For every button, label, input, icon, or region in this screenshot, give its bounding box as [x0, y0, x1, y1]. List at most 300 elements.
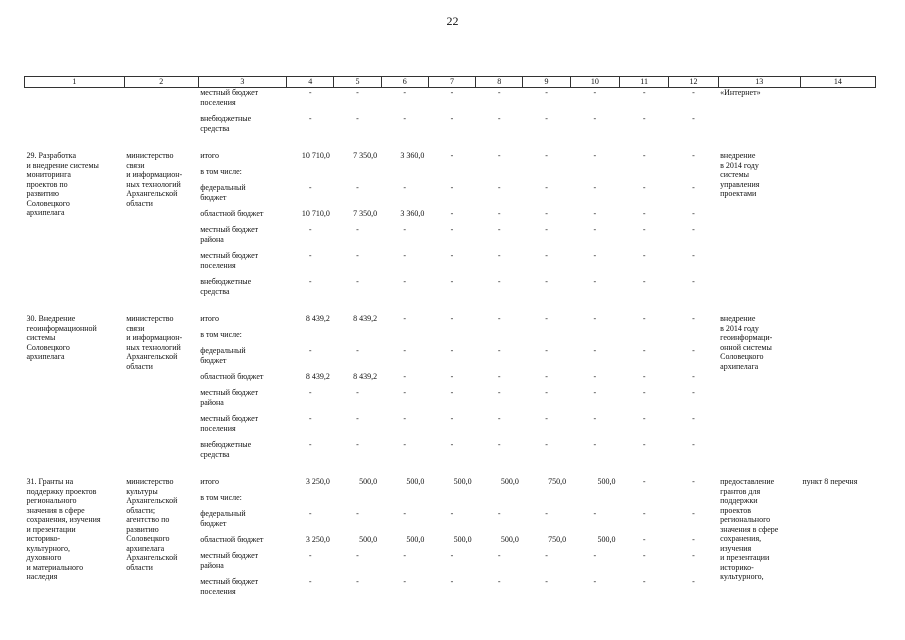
- dash-cell: -: [497, 440, 501, 449]
- empty-cell: [428, 140, 475, 151]
- dash-cell: -: [356, 225, 359, 234]
- column-header: 10: [570, 77, 619, 88]
- dash-cell: -: [497, 314, 501, 323]
- row-label: в том числе:: [200, 493, 242, 502]
- dash-cell: -: [593, 414, 597, 423]
- empty-cell: [287, 493, 334, 509]
- empty-cell: [428, 303, 475, 314]
- empty-cell: [669, 466, 718, 477]
- dash-cell: -: [642, 183, 646, 192]
- empty-cell: [523, 330, 570, 346]
- table-row: [25, 477, 876, 493]
- dash-cell: -: [497, 346, 501, 355]
- empty-cell: [800, 140, 875, 151]
- dash-cell: -: [692, 88, 695, 97]
- dash-cell: -: [642, 209, 646, 218]
- dash-cell: -: [403, 346, 407, 355]
- dash-cell: -: [545, 388, 548, 397]
- dash-cell: -: [692, 551, 695, 560]
- dash-cell: -: [403, 183, 407, 192]
- empty-cell: [570, 140, 619, 151]
- empty-cell: [570, 493, 619, 509]
- dash-cell: -: [642, 577, 646, 586]
- empty-cell: [334, 167, 381, 183]
- empty-cell: [476, 330, 523, 346]
- empty-cell: [381, 330, 428, 346]
- dash-cell: -: [642, 477, 646, 486]
- empty-cell: [25, 88, 125, 115]
- dash-cell: -: [593, 314, 597, 323]
- empty-cell: [619, 466, 668, 477]
- dash-cell: -: [308, 577, 312, 586]
- dash-cell: -: [308, 346, 312, 355]
- row-label: итого: [200, 314, 219, 323]
- empty-cell: [428, 493, 475, 509]
- dash-cell: -: [692, 114, 695, 123]
- empty-cell: [287, 167, 334, 183]
- table-row: [25, 114, 876, 140]
- row-label: областной бюджет: [200, 209, 264, 218]
- dash-cell: -: [450, 388, 454, 397]
- value-cell: 500,0: [359, 477, 378, 486]
- column-header: 12: [669, 77, 718, 88]
- dash-cell: -: [642, 535, 646, 544]
- empty-cell: [334, 493, 381, 509]
- empty-cell: [381, 303, 428, 314]
- column-header: 9: [523, 77, 570, 88]
- responsible-cell: министерство связи и информацион- ных технологий Архангельской области: [126, 314, 183, 371]
- value-cell: 8 439,2: [305, 314, 330, 323]
- dash-cell: -: [497, 114, 501, 123]
- value-cell: 500,0: [453, 535, 472, 544]
- empty-cell: [800, 303, 875, 314]
- responsible-cell: министерство связи и информацион- ных технологий Архангельской области: [126, 151, 183, 208]
- empty-cell: [198, 466, 286, 477]
- row-label: федеральный бюджет: [200, 346, 246, 365]
- dash-cell: -: [642, 346, 646, 355]
- spacer-row: [25, 303, 876, 314]
- dash-cell: -: [356, 183, 359, 192]
- dash-cell: -: [308, 114, 312, 123]
- dash-cell: -: [403, 88, 407, 97]
- dash-cell: -: [545, 225, 548, 234]
- dash-cell: -: [450, 414, 454, 423]
- dash-cell: -: [642, 225, 646, 234]
- value-cell: 7 350,0: [353, 151, 378, 160]
- dash-cell: -: [545, 209, 548, 218]
- dash-cell: -: [692, 151, 695, 160]
- empty-cell: [124, 466, 198, 477]
- dash-cell: -: [308, 509, 312, 518]
- dash-cell: -: [642, 114, 646, 123]
- empty-cell: [718, 303, 800, 314]
- value-cell: 750,0: [548, 477, 567, 486]
- table-row: [25, 151, 876, 167]
- dash-cell: -: [545, 414, 548, 423]
- spacer-row: [25, 466, 876, 477]
- dash-cell: -: [642, 414, 646, 423]
- dash-cell: -: [497, 372, 501, 381]
- row-label: местный бюджет поселения: [200, 414, 259, 433]
- dash-cell: -: [356, 551, 359, 560]
- dash-cell: -: [593, 251, 597, 260]
- dash-cell: -: [308, 277, 312, 286]
- column-header: 5: [334, 77, 381, 88]
- dash-cell: -: [642, 372, 646, 381]
- empty-cell: [124, 114, 198, 140]
- empty-cell: [124, 88, 198, 115]
- result-cell: [718, 114, 800, 140]
- dash-cell: -: [593, 388, 597, 397]
- dash-cell: -: [692, 414, 695, 423]
- dash-cell: -: [692, 251, 695, 260]
- empty-cell: [619, 140, 668, 151]
- value-cell: 8 439,2: [353, 372, 378, 381]
- row-label: местный бюджет района: [200, 225, 259, 244]
- value-cell: 500,0: [406, 535, 425, 544]
- empty-cell: [800, 466, 875, 477]
- dash-cell: -: [308, 225, 312, 234]
- empty-cell: [476, 466, 523, 477]
- dash-cell: -: [403, 440, 407, 449]
- header-row: [25, 77, 876, 88]
- column-header: 1: [25, 77, 125, 88]
- dash-cell: -: [642, 551, 646, 560]
- dash-cell: -: [450, 88, 454, 97]
- value-cell: 10 710,0: [301, 151, 330, 160]
- dash-cell: -: [356, 277, 359, 286]
- dash-cell: -: [403, 277, 407, 286]
- value-cell: 750,0: [548, 535, 567, 544]
- row-label: в том числе:: [200, 330, 242, 339]
- empty-cell: [523, 493, 570, 509]
- dash-cell: -: [497, 551, 501, 560]
- empty-cell: [523, 466, 570, 477]
- row-label: местный бюджет района: [200, 388, 259, 407]
- dash-cell: -: [356, 114, 359, 123]
- row-label: местный бюджет поселения: [200, 577, 259, 596]
- dash-cell: -: [593, 277, 597, 286]
- empty-cell: [428, 466, 475, 477]
- empty-cell: [198, 303, 286, 314]
- row-label: местный бюджет поселения: [200, 88, 259, 107]
- dash-cell: -: [593, 372, 597, 381]
- dash-cell: -: [450, 251, 454, 260]
- dash-cell: -: [497, 225, 501, 234]
- empty-cell: [669, 303, 718, 314]
- value-cell: 500,0: [500, 477, 519, 486]
- dash-cell: -: [692, 346, 695, 355]
- item-title: 31. Гранты на поддержку проектов регионального значения в сфере сохранения, изучения и презентации историко- культурного, духовного и материального наследия: [26, 477, 101, 581]
- dash-cell: -: [593, 88, 597, 97]
- row-label: федеральный бюджет: [200, 509, 246, 528]
- dash-cell: -: [497, 277, 501, 286]
- dash-cell: -: [497, 88, 501, 97]
- dash-cell: -: [450, 277, 454, 286]
- empty-cell: [619, 493, 668, 509]
- value-cell: 3 250,0: [305, 535, 330, 544]
- dash-cell: -: [642, 314, 646, 323]
- empty-cell: [523, 303, 570, 314]
- dash-cell: -: [497, 151, 501, 160]
- dash-cell: -: [308, 551, 312, 560]
- dash-cell: -: [356, 440, 359, 449]
- dash-cell: -: [450, 314, 454, 323]
- column-header: 13: [718, 77, 800, 88]
- value-cell: 3 250,0: [305, 477, 330, 486]
- dash-cell: -: [497, 251, 501, 260]
- dash-cell: -: [593, 346, 597, 355]
- responsible-cell: министерство культуры Архангельской области; агентство по развитию Соловецкого архипелага Архангельской области: [126, 477, 178, 572]
- empty-cell: [800, 88, 875, 115]
- dash-cell: -: [545, 88, 548, 97]
- dash-cell: -: [642, 251, 646, 260]
- empty-cell: [523, 167, 570, 183]
- empty-cell: [287, 466, 334, 477]
- dash-cell: -: [692, 209, 695, 218]
- dash-cell: -: [692, 314, 695, 323]
- dash-cell: -: [356, 577, 359, 586]
- empty-cell: [669, 167, 718, 183]
- dash-cell: -: [497, 577, 501, 586]
- empty-cell: [124, 303, 198, 314]
- dash-cell: -: [497, 183, 501, 192]
- result-cell: предоставление грантов для поддержки проектов регионального значения в сфере сохранения, изучения и презентации историко- культурного,: [720, 477, 779, 581]
- empty-cell: [334, 330, 381, 346]
- empty-cell: [25, 114, 125, 140]
- value-cell: 8 439,2: [353, 314, 378, 323]
- value-cell: 3 360,0: [400, 151, 425, 160]
- dash-cell: -: [593, 209, 597, 218]
- empty-cell: [381, 140, 428, 151]
- empty-cell: [476, 493, 523, 509]
- dash-cell: -: [642, 388, 646, 397]
- empty-cell: [334, 140, 381, 151]
- empty-cell: [25, 466, 125, 477]
- dash-cell: -: [356, 388, 359, 397]
- empty-cell: [25, 303, 125, 314]
- dash-cell: -: [308, 414, 312, 423]
- dash-cell: -: [593, 183, 597, 192]
- empty-cell: [381, 167, 428, 183]
- empty-cell: [669, 330, 718, 346]
- table-body: [25, 88, 876, 604]
- dash-cell: -: [692, 577, 695, 586]
- dash-cell: -: [450, 346, 454, 355]
- dash-cell: -: [356, 414, 359, 423]
- row-label: в том числе:: [200, 167, 242, 176]
- dash-cell: -: [692, 372, 695, 381]
- row-label: внебюджетные средства: [200, 440, 252, 459]
- empty-cell: [570, 167, 619, 183]
- value-cell: 7 350,0: [353, 209, 378, 218]
- value-cell: 500,0: [597, 477, 616, 486]
- dash-cell: -: [545, 251, 548, 260]
- empty-cell: [381, 466, 428, 477]
- column-header: 4: [287, 77, 334, 88]
- empty-cell: [718, 140, 800, 151]
- dash-cell: -: [403, 251, 407, 260]
- dash-cell: -: [692, 225, 695, 234]
- column-header: 11: [619, 77, 668, 88]
- result-cell: «Интернет»: [720, 88, 761, 97]
- column-header: 2: [124, 77, 198, 88]
- table-row: [25, 88, 876, 115]
- dash-cell: -: [308, 88, 312, 97]
- reference-cell: [800, 314, 875, 466]
- item-title: 30. Внедрение геоинформационной системы Соловецкого архипелага: [26, 314, 97, 361]
- dash-cell: -: [593, 551, 597, 560]
- item-title: 29. Разработка и внедрение системы мониторинга проектов по развитию Соловецкого архипелага: [26, 151, 99, 217]
- dash-cell: -: [356, 251, 359, 260]
- table-row: [25, 314, 876, 330]
- dash-cell: -: [450, 183, 454, 192]
- empty-cell: [800, 114, 875, 140]
- column-header: 3: [198, 77, 286, 88]
- column-header: 7: [428, 77, 475, 88]
- dash-cell: -: [497, 509, 501, 518]
- dash-cell: -: [497, 388, 501, 397]
- empty-cell: [669, 140, 718, 151]
- empty-cell: [718, 466, 800, 477]
- empty-cell: [476, 140, 523, 151]
- dash-cell: -: [642, 440, 646, 449]
- spacer-row: [25, 140, 876, 151]
- dash-cell: -: [450, 509, 454, 518]
- reference-cell: [800, 151, 875, 303]
- dash-cell: -: [642, 88, 646, 97]
- dash-cell: -: [450, 114, 454, 123]
- dash-cell: -: [308, 251, 312, 260]
- dash-cell: -: [450, 151, 454, 160]
- empty-cell: [476, 303, 523, 314]
- dash-cell: -: [692, 388, 695, 397]
- dash-cell: -: [497, 414, 501, 423]
- dash-cell: -: [403, 372, 407, 381]
- dash-cell: -: [545, 440, 548, 449]
- empty-cell: [570, 330, 619, 346]
- value-cell: 500,0: [597, 535, 616, 544]
- dash-cell: -: [692, 277, 695, 286]
- dash-cell: -: [692, 509, 695, 518]
- row-label: внебюджетные средства: [200, 277, 252, 296]
- dash-cell: -: [593, 151, 597, 160]
- column-header: 6: [381, 77, 428, 88]
- row-label: областной бюджет: [200, 535, 264, 544]
- dash-cell: -: [356, 346, 359, 355]
- dash-cell: -: [450, 209, 454, 218]
- value-cell: 500,0: [453, 477, 472, 486]
- dash-cell: -: [692, 183, 695, 192]
- value-cell: 500,0: [359, 535, 378, 544]
- dash-cell: -: [545, 551, 548, 560]
- budget-table: [24, 76, 876, 603]
- row-label: областной бюджет: [200, 372, 264, 381]
- value-cell: 500,0: [500, 535, 519, 544]
- value-cell: 10 710,0: [301, 209, 330, 218]
- row-label: местный бюджет района: [200, 551, 259, 570]
- dash-cell: -: [450, 577, 454, 586]
- row-label: федеральный бюджет: [200, 183, 246, 202]
- dash-cell: -: [593, 225, 597, 234]
- dash-cell: -: [450, 372, 454, 381]
- empty-cell: [619, 303, 668, 314]
- dash-cell: -: [403, 551, 407, 560]
- empty-cell: [428, 167, 475, 183]
- empty-cell: [523, 140, 570, 151]
- dash-cell: -: [593, 577, 597, 586]
- dash-cell: -: [593, 509, 597, 518]
- dash-cell: -: [545, 277, 548, 286]
- empty-cell: [570, 466, 619, 477]
- dash-cell: -: [308, 183, 312, 192]
- dash-cell: -: [642, 509, 646, 518]
- empty-cell: [287, 330, 334, 346]
- dash-cell: -: [403, 414, 407, 423]
- dash-cell: -: [642, 277, 646, 286]
- column-header: 14: [800, 77, 875, 88]
- dash-cell: -: [692, 440, 695, 449]
- dash-cell: -: [450, 440, 454, 449]
- dash-cell: -: [545, 183, 548, 192]
- value-cell: 3 360,0: [400, 209, 425, 218]
- value-cell: 8 439,2: [305, 372, 330, 381]
- empty-cell: [428, 330, 475, 346]
- dash-cell: -: [545, 372, 548, 381]
- row-label: итого: [200, 151, 219, 160]
- dash-cell: -: [642, 151, 646, 160]
- result-cell: внедрение в 2014 году системы управления проектами: [720, 151, 760, 198]
- dash-cell: -: [403, 114, 407, 123]
- dash-cell: -: [403, 577, 407, 586]
- row-label: местный бюджет поселения: [200, 251, 259, 270]
- dash-cell: -: [593, 114, 597, 123]
- column-header: 8: [476, 77, 523, 88]
- result-cell: внедрение в 2014 году геоинформаци- онной системы Соловецкого архипелага: [720, 314, 773, 371]
- empty-cell: [334, 303, 381, 314]
- dash-cell: -: [593, 440, 597, 449]
- dash-cell: -: [356, 88, 359, 97]
- dash-cell: -: [545, 509, 548, 518]
- dash-cell: -: [308, 388, 312, 397]
- empty-cell: [287, 140, 334, 151]
- empty-cell: [124, 140, 198, 151]
- empty-cell: [25, 140, 125, 151]
- empty-cell: [476, 167, 523, 183]
- dash-cell: -: [497, 209, 501, 218]
- dash-cell: -: [356, 509, 359, 518]
- dash-cell: -: [692, 477, 695, 486]
- page-number: 22: [446, 14, 459, 28]
- empty-cell: [198, 140, 286, 151]
- dash-cell: -: [450, 551, 454, 560]
- dash-cell: -: [403, 225, 407, 234]
- row-label: внебюджетные средства: [200, 114, 252, 133]
- dash-cell: -: [450, 225, 454, 234]
- row-label: итого: [200, 477, 219, 486]
- dash-cell: -: [308, 440, 312, 449]
- dash-cell: -: [545, 151, 548, 160]
- empty-cell: [619, 167, 668, 183]
- reference-cell: пункт 8 перечня: [802, 477, 858, 486]
- dash-cell: -: [545, 577, 548, 586]
- empty-cell: [381, 493, 428, 509]
- dash-cell: -: [545, 314, 548, 323]
- value-cell: 500,0: [406, 477, 425, 486]
- dash-cell: -: [403, 314, 407, 323]
- empty-cell: [570, 303, 619, 314]
- dash-cell: -: [692, 535, 695, 544]
